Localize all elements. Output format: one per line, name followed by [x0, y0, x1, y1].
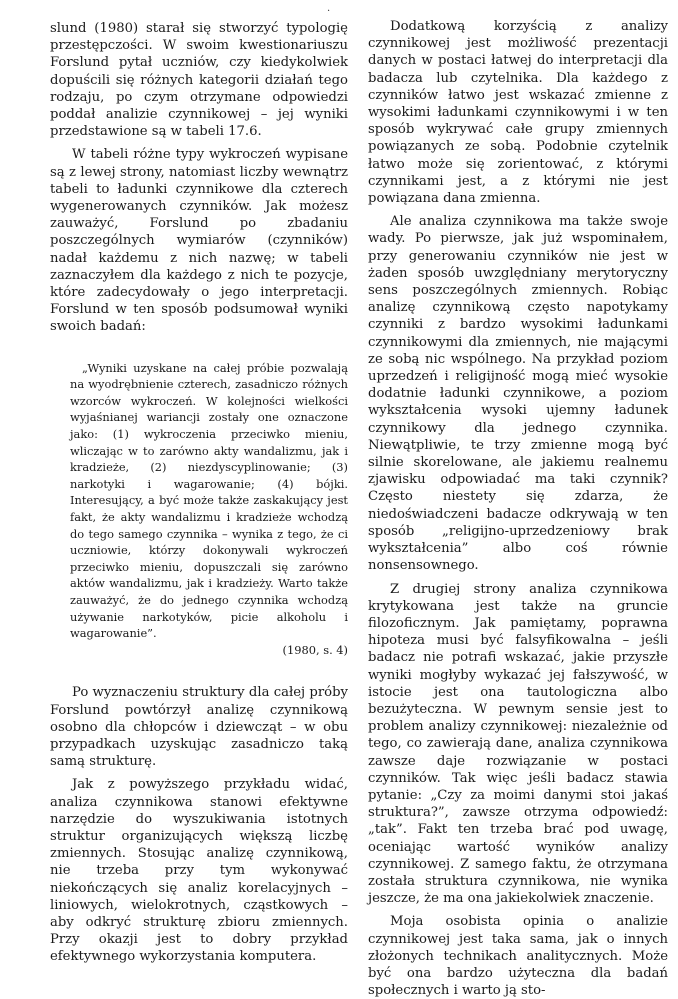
left-paragraph-4: Jak z powyższego przykładu widać, analiza czynnikowa stanowi efektywne narzędzie do wyszukiwania istotnych struktur organizujących większą liczbę zmiennych. Stosując analizę czynnikową, nie trzeba przy tym wykonywać niekończących się analiz korelacyjnych – liniowych, wielokrotnych, cząstkowych – aby odkryć strukturę zbioru zmiennych. Przy okazji jest to dobry przykład efektywnego wykorzystania komputera. — [50, 777, 348, 965]
block-quote — [70, 360, 348, 659]
left-paragraph-2: W tabeli różne typy wykroczeń wypisane są z lewej strony, natomiast liczby wewnątrz tabeli to ładunki czynnikowe dla czterech wygenerowanych czynników. Jak możesz zauważyć, Forslund po zbadaniu poszczególnych wymiarów (czynników) nadał każdemu z nich nazwę; w tabeli zaznaczyłem dla każdego z nich te pozycje, które zadecydowały o jego interpretacji. Forslund w ten sposób podsumował wyniki swoich badań: — [50, 147, 348, 335]
right-column — [368, 18, 668, 999]
left-paragraph-1: slund (1980) starał się stworzyć typologię przestępczości. W swoim kwestionariuszu Forslund pytał uczniów, czy kiedykolwiek dopuścili się różnych kategorii działań tego rodzaju, po czym otrzymane odpowiedzi poddał analizie czynnikowej – jej wyniki przedstawione są w tabeli 17.6. — [50, 21, 348, 140]
quote-citation: (1980, s. 4) — [282, 642, 348, 657]
right-paragraph-4: Moja osobista opinia o analizie czynnikowej jest taka sama, jak o innych złożonych technikach analitycznych. Może być ona bardzo użyteczna dla badań społecznych i warto ją sto- — [368, 914, 668, 999]
page-mark: . — [327, 3, 331, 14]
left-paragraph-3: Po wyznaczeniu struktury dla całej próby Forslund powtórzył analizę czynnikową osobno dla chłopców i dziewcząt – w obu przypadkach uzyskując zasadniczo taką samą strukturę. — [50, 685, 348, 770]
left-column — [50, 20, 348, 966]
right-paragraph-1: Dodatkową korzyścią z analizy czynnikowej jest możliwość prezentacji danych w postaci łatwej do interpretacji dla badacza lub czytelnika. Dla każdego z czynników łatwo jest wskazać zmienne z wysokimi ładunkami czynnikowymi i w ten sposób wykrywać całe grupy zmiennych powiązanych ze sobą. Podobnie czytelnik łatwo może się zorientować, z którymi czynnikami jest, a z którymi nie jest powiązana dana zmienna. — [368, 19, 668, 207]
right-paragraph-3: Z drugiej strony analiza czynnikowa krytykowana jest także na gruncie filozoficznym. Jak pamiętamy, poprawna hipoteza musi być falsyfikowalna – jeśli badacz nie potrafi wskazać, jakie przyszłe wyniki mogłyby wykazać jej fałszywość, w istocie jest ona tautologiczna albo bezużyteczna. W pewnym sensie jest to problem analizy czynnikowej: niezależnie od tego, co zawierają dane, analiza czynnikowa zawsze daje rozwiązanie w postaci czynników. Tak więc jeśli badacz stawia pytanie: „Czy za moimi danymi stoi jakaś struktura?”, zawsze otrzyma odpowiedź: „tak”. Fakt ten trzeba brać pod uwagę, oceniając wartość wyników analizy czynnikowej. Z samego faktu, że otrzymana została struktura czynnikowa, nie wynika jeszcze, że ma ona jakiekolwiek znaczenie. — [368, 581, 668, 907]
right-paragraph-2: Ale analiza czynnikowa ma także swoje wady. Po pierwsze, jak już wspominałem, przy generowaniu czynników nie jest w żaden sposób uwzględniany merytoryczny sens poszczególnych zmiennych. Robiąc analizę czynnikową często napotykamy czynniki z bardzo wysokimi ładunkami czynnikowymi dla zmiennych, nie mającymi ze sobą nic wspólnego. Na przykład poziom uprzedzeń i religijność mogą mieć wysokie dodatnie ładunki czynnikowe, a poziom wykształcenia wysoki ujemny ładunek czynnikowy dla jednego czynnika. Niewątpliwie, te trzy zmienne mogą być silnie skorelowane, ale jakiemu realnemu zjawisku odpowiadać ma taki czynnik? Często niestety się zdarza, że niedoświadczeni badacze odkrywają w ten sposób „religijno-uprzedzeniowy brak wykształcenia” albo coś równie nonsensownego. — [368, 214, 668, 574]
quote-text: „Wyniki uzyskane na całej próbie pozwalają na wyodrębnienie czterech, zasadniczo różnych wzorców wykroczeń. W kolejności wielkości wyjaśnianej wariancji zostały one oznaczone jako: (1) wykroczenia przeciwko mieniu, wliczając w to zarówno akty wandalizmu, jak i kradzieże, (2) niezdyscyplinowanie; (3) narkotyki i wagarowanie; (4) bójki. Interesujący, a być może także zaskakujący jest fakt, że akty wandalizmu i kradzieże wchodzą do tego samego czynnika – wynika z tego, że ci uczniowie, którzy dokonywali wykroczeń przeciwko mieniu, dopuszczali się zarówno aktów wandalizmu, jak i kradzieży. Warto także zauważyć, że do jednego czynnika wchodzą używanie narkotyków, picie alkoholu i wagarowanie”. — [70, 360, 348, 641]
